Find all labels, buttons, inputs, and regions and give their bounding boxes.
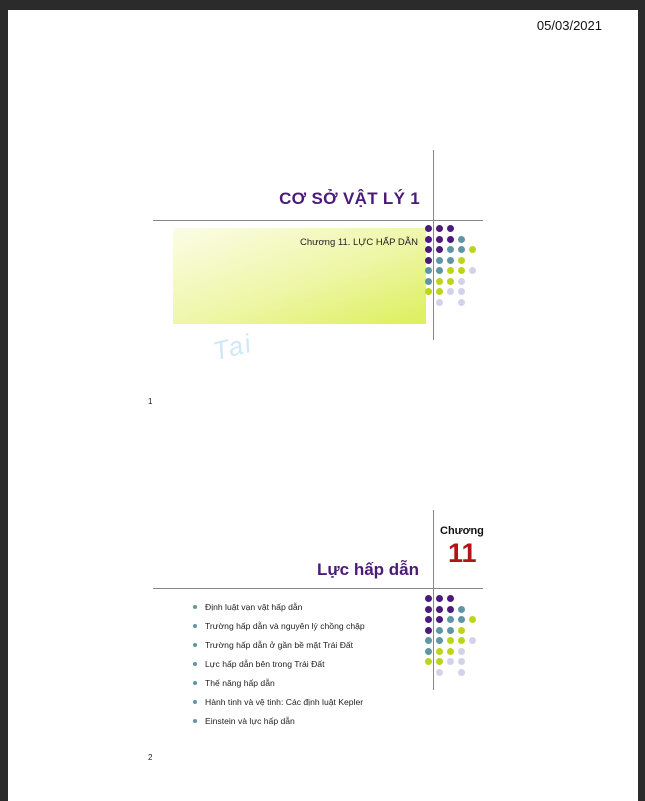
slide-subtitle: Chương 11. LỰC HẤP DẪN [299, 237, 418, 248]
decorative-dot [469, 267, 476, 274]
slide-1 [8, 110, 638, 470]
bullet-icon [193, 643, 197, 647]
bullet-icon [193, 605, 197, 609]
decorative-dot [425, 267, 432, 274]
decorative-dot [458, 637, 465, 644]
decorative-dot [458, 257, 465, 264]
bullet-icon [193, 700, 197, 704]
decorative-dot [458, 648, 465, 655]
page-date: 05/03/2021 [536, 18, 602, 33]
decorative-dot [436, 288, 443, 295]
decorative-dot [425, 257, 432, 264]
decorative-dot [436, 627, 443, 634]
decorative-dot [436, 257, 443, 264]
decorative-dot [469, 637, 476, 644]
decorative-dot [458, 299, 465, 306]
decorative-dot [425, 637, 432, 644]
list-item-text: Định luật vạn vật hấp dẫn [205, 602, 303, 612]
decorative-dot [458, 278, 465, 285]
slide-title: Lực hấp dẫn [316, 560, 419, 579]
decorative-dot [447, 246, 454, 253]
decorative-dot [425, 288, 432, 295]
slide-title: CƠ SỞ VẬT LÝ 1 [279, 189, 420, 208]
decorative-dot [436, 225, 443, 232]
decorative-dot-grid [425, 595, 495, 695]
decorative-dot [425, 616, 432, 623]
list-item-text: Trường hấp dẫn ở gần bề mặt Trái Đất [205, 640, 354, 650]
decorative-dot [425, 236, 432, 243]
decorative-dot [425, 225, 432, 232]
decorative-dot [436, 669, 443, 676]
decorative-dot [458, 669, 465, 676]
decorative-dot [447, 627, 454, 634]
horizontal-divider [153, 220, 483, 221]
list-item-text: Hành tinh và vệ tinh: Các định luật Kepler [205, 697, 364, 707]
decorative-dot [447, 288, 454, 295]
decorative-dot [458, 288, 465, 295]
decorative-dot [425, 595, 432, 602]
bullet-icon [193, 681, 197, 685]
decorative-dot [458, 616, 465, 623]
horizontal-divider [153, 588, 483, 589]
decorative-dot [447, 616, 454, 623]
decorative-dot [436, 595, 443, 602]
list-item [193, 715, 365, 734]
list-item [193, 696, 365, 715]
list-item [193, 677, 365, 696]
decorative-dot [436, 648, 443, 655]
bullet-icon [193, 624, 197, 628]
decorative-dot [425, 648, 432, 655]
decorative-dot [458, 236, 465, 243]
decorative-dot [436, 606, 443, 613]
list-item [193, 601, 365, 620]
decorative-dot [469, 616, 476, 623]
decorative-dot [447, 257, 454, 264]
decorative-dot [447, 658, 454, 665]
decorative-dot [458, 246, 465, 253]
list-item [193, 620, 365, 639]
decorative-dot [447, 637, 454, 644]
decorative-dot [436, 616, 443, 623]
decorative-dot [447, 225, 454, 232]
bullet-icon [193, 662, 197, 666]
decorative-dot [425, 246, 432, 253]
decorative-dot [447, 267, 454, 274]
chapter-number: 11 [448, 538, 477, 568]
decorative-dot [436, 267, 443, 274]
decorative-dot [425, 627, 432, 634]
decorative-dot [447, 606, 454, 613]
decorative-dot [447, 236, 454, 243]
decorative-dot [458, 606, 465, 613]
decorative-dot [436, 278, 443, 285]
decorative-dot [436, 246, 443, 253]
subtitle-box [173, 228, 426, 324]
list-item [193, 658, 365, 677]
decorative-dot [458, 658, 465, 665]
decorative-dot [458, 627, 465, 634]
list-item-text: Trường hấp dẫn và nguyên lý chồng chập [205, 621, 365, 631]
list-item [193, 639, 365, 658]
list-item-text: Einstein và lực hấp dẫn [205, 716, 295, 726]
decorative-dot [436, 236, 443, 243]
watermark: Tai [209, 327, 256, 367]
decorative-dot-grid [425, 225, 495, 325]
decorative-dot [447, 278, 454, 285]
document-page [8, 10, 638, 801]
decorative-dot [447, 595, 454, 602]
slide-2 [8, 480, 638, 801]
decorative-dot [458, 267, 465, 274]
decorative-dot [425, 606, 432, 613]
decorative-dot [436, 658, 443, 665]
decorative-dot [436, 299, 443, 306]
decorative-dot [425, 658, 432, 665]
decorative-dot [425, 278, 432, 285]
decorative-dot [469, 246, 476, 253]
decorative-dot [447, 648, 454, 655]
decorative-dot [436, 637, 443, 644]
list-item-text: Lực hấp dẫn bên trong Trái Đất [205, 659, 325, 669]
page-number: 2 [148, 753, 153, 762]
page-number: 1 [148, 397, 153, 406]
bullet-icon [193, 719, 197, 723]
list-item-text: Thế năng hấp dẫn [205, 678, 275, 688]
topic-list [193, 601, 365, 734]
chapter-label: Chương [440, 525, 484, 537]
